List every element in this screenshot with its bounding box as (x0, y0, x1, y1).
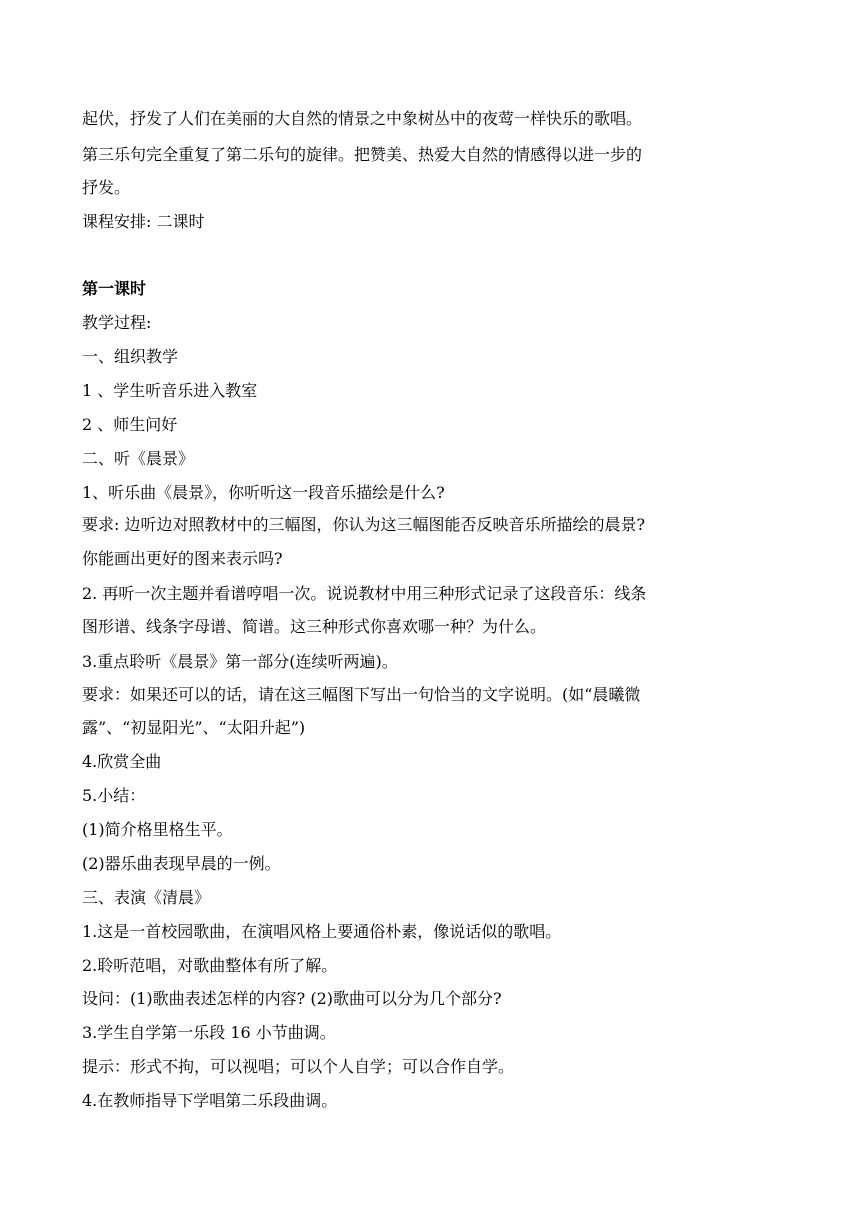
list-item: 1 、学生听音乐进入教室 (82, 381, 258, 400)
part-heading: 三、表演《清晨》 (82, 888, 211, 907)
list-item: 5.小结： (82, 786, 146, 805)
course-arrangement: 课程安排: 二课时 (82, 212, 205, 231)
list-item: 4.欣赏全曲 (82, 752, 162, 771)
sub-item: (2)器乐曲表现早晨的一例。 (82, 854, 281, 873)
requirement-line: 你能画出更好的图来表示吗? (82, 549, 283, 568)
teaching-process-label: 教学过程: (82, 313, 152, 332)
list-item: 3.学生自学第一乐段 16 小节曲调。 (82, 1023, 336, 1042)
list-item: 4.在教师指导下学唱第二乐段曲调。 (82, 1091, 338, 1110)
hint-line: 提示：形式不拘，可以视唱；可以个人自学；可以合作自学。 (82, 1057, 515, 1076)
sub-item: (1)简介格里格生平。 (82, 820, 233, 839)
list-item: 1.这是一首校园歌曲，在演唱风格上要通俗朴素，像说话似的歌唱。 (82, 922, 562, 941)
paragraph-line: 第三乐句完全重复了第二乐句的旋律。把赞美、热爱大自然的情感得以进一步的 (82, 145, 643, 164)
part-heading: 二、听《晨景》 (82, 449, 195, 468)
requirement-line: 露”、“初显阳光”、“太阳升起”) (82, 718, 306, 737)
list-item: 2. 再听一次主题并看谱哼唱一次。说说教材中用三种形式记录了这段音乐：线条 (82, 584, 647, 603)
list-item: 1、听乐曲《晨景》，你听听这一段音乐描绘是什么? (82, 483, 445, 502)
question-line: 设问：(1)歌曲表述怎样的内容? (2)歌曲可以分为几个部分? (82, 989, 502, 1008)
paragraph-line: 起伏，抒发了人们在美丽的大自然的情景之中象树丛中的夜莺一样快乐的歌唱。 (82, 109, 643, 128)
list-item: 2.聆听范唱，对歌曲整体有所了解。 (82, 956, 338, 975)
requirement-line: 要求: 边听边对照教材中的三幅图，你认为这三幅图能否反映音乐所描绘的晨景? (82, 515, 646, 534)
section-heading: 第一课时 (82, 279, 147, 298)
list-item: 2 、师生问好 (82, 415, 178, 434)
part-heading: 一、组织教学 (82, 347, 179, 366)
paragraph-line: 抒发。 (82, 178, 131, 197)
list-item: 3.重点聆听《晨景》第一部分(连续听两遍)。 (82, 652, 398, 671)
list-item-continuation: 图形谱、线条字母谱、简谱。这三种形式你喜欢哪一种？为什么。 (82, 617, 547, 636)
requirement-line: 要求：如果还可以的话，请在这三幅图下写出一句恰当的文字说明。(如“晨曦微 (82, 685, 641, 704)
